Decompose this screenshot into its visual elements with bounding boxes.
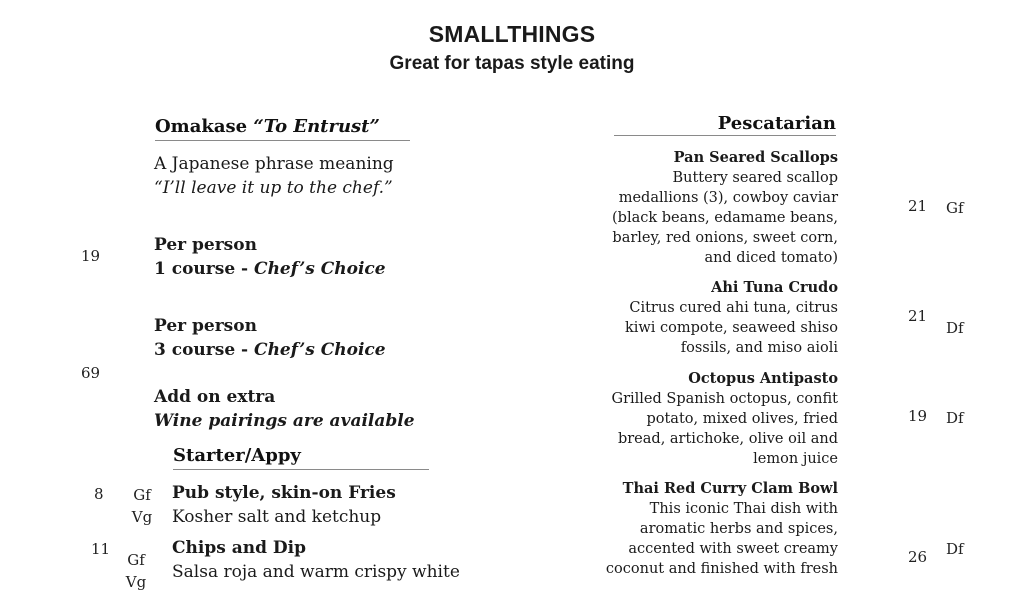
pescatarian-item-3-line: bread, artichoke, olive oil and	[617, 431, 838, 447]
omakase-description	[154, 152, 394, 200]
omakase-addon-line1: Add on extra	[154, 387, 276, 407]
omakase-heading-text: Omakase	[155, 116, 248, 137]
pescatarian-item-4-line: accented with sweet creamy	[628, 541, 838, 557]
pescatarian-item-4-tag: Df	[946, 540, 964, 558]
pescatarian-item-4-name: Thai Red Curry Clam Bowl	[622, 480, 838, 497]
omakase-option-2	[154, 314, 386, 362]
pescatarian-item-3-tag: Df	[946, 409, 964, 427]
starter-item-1-price: 8	[94, 485, 104, 503]
pescatarian-item-3-line: potato, mixed olives, fried	[646, 411, 838, 427]
starter-item-1-tag-vg: Vg	[131, 508, 153, 526]
pescatarian-item-2-name: Ahi Tuna Crudo	[711, 279, 838, 296]
omakase-desc-line2: “I’ll leave it up to the chef.”	[154, 178, 393, 198]
omakase-option-2-line2: 3 course - Chef’s Choice	[154, 340, 386, 360]
omakase-divider	[155, 140, 410, 141]
omakase-heading	[155, 116, 380, 137]
pescatarian-item-1-line: barley, red onions, sweet corn,	[612, 230, 838, 246]
omakase-price-2: 69	[81, 364, 101, 382]
starter-item-1-tags	[128, 484, 156, 528]
pescatarian-item-4	[598, 479, 838, 579]
pescatarian-item-1-line: Buttery seared scallop	[672, 170, 838, 186]
pescatarian-item-3-line: lemon juice	[753, 451, 838, 467]
pescatarian-item-3	[598, 369, 838, 469]
pescatarian-item-4-line: aromatic herbs and spices,	[639, 521, 838, 537]
pescatarian-item-1-line: and diced tomato)	[704, 250, 838, 266]
pescatarian-item-1-tag: Gf	[946, 199, 964, 217]
pescatarian-item-1-price: 21	[908, 197, 928, 215]
omakase-price-1: 19	[81, 247, 101, 265]
starter-item-2-tag-gf: Gf	[127, 551, 145, 569]
pescatarian-item-4-line: This iconic Thai dish with	[649, 501, 838, 517]
pescatarian-item-2-line: kiwi compote, seaweed shiso	[624, 320, 838, 336]
pescatarian-item-3-name: Octopus Antipasto	[688, 370, 838, 387]
starter-item-1-tag-gf: Gf	[133, 486, 151, 504]
menu-subtitle: Great for tapas style eating	[389, 53, 635, 74]
omakase-desc-line1: A Japanese phrase meaning	[154, 154, 394, 174]
pescatarian-item-2-tag: Df	[946, 319, 964, 337]
pescatarian-item-1-line: (black beans, edamame beans,	[612, 210, 838, 226]
starter-item-2	[172, 536, 460, 584]
pescatarian-heading: Pescatarian	[717, 113, 836, 134]
starter-item-1-name: Pub style, skin-on Fries	[172, 483, 396, 503]
pescatarian-item-3-price: 19	[908, 407, 928, 425]
starter-item-2-tag-vg: Vg	[125, 573, 147, 591]
pescatarian-item-1	[598, 148, 838, 268]
pescatarian-divider	[614, 135, 836, 136]
starter-item-2-tags	[122, 549, 150, 593]
omakase-addon	[154, 385, 415, 433]
starter-heading: Starter/Appy	[173, 445, 301, 466]
starter-item-2-name: Chips and Dip	[172, 538, 306, 558]
starter-item-1-desc: Kosher salt and ketchup	[172, 507, 382, 527]
omakase-addon-line2: Wine pairings are available	[154, 411, 415, 431]
menu-title: SMALLTHINGS	[428, 21, 596, 47]
pescatarian-item-1-name: Pan Seared Scallops	[673, 149, 838, 166]
omakase-option-2-line1: Per person	[154, 316, 257, 336]
pescatarian-item-2-line: fossils, and miso aioli	[680, 340, 838, 356]
omakase-option-1	[154, 233, 386, 281]
starter-item-1	[172, 481, 396, 529]
pescatarian-item-2-price: 21	[908, 307, 928, 325]
pescatarian-item-4-price: 26	[908, 548, 928, 566]
starter-item-2-desc: Salsa roja and warm crispy white	[172, 562, 460, 582]
pescatarian-item-2-line: Citrus cured ahi tuna, citrus	[629, 300, 838, 316]
pescatarian-item-4-line: coconut and finished with fresh	[605, 561, 838, 577]
omakase-option-1-line2: 1 course - Chef’s Choice	[154, 259, 386, 279]
pescatarian-item-3-line: Grilled Spanish octopus, confit	[611, 391, 838, 407]
pescatarian-item-1-line: medallions (3), cowboy caviar	[618, 190, 838, 206]
pescatarian-item-2	[598, 278, 838, 358]
starter-item-2-price: 11	[91, 540, 111, 558]
omakase-option-1-line1: Per person	[154, 235, 257, 255]
omakase-heading-italic: “To Entrust”	[253, 116, 380, 137]
starter-divider	[173, 469, 429, 470]
